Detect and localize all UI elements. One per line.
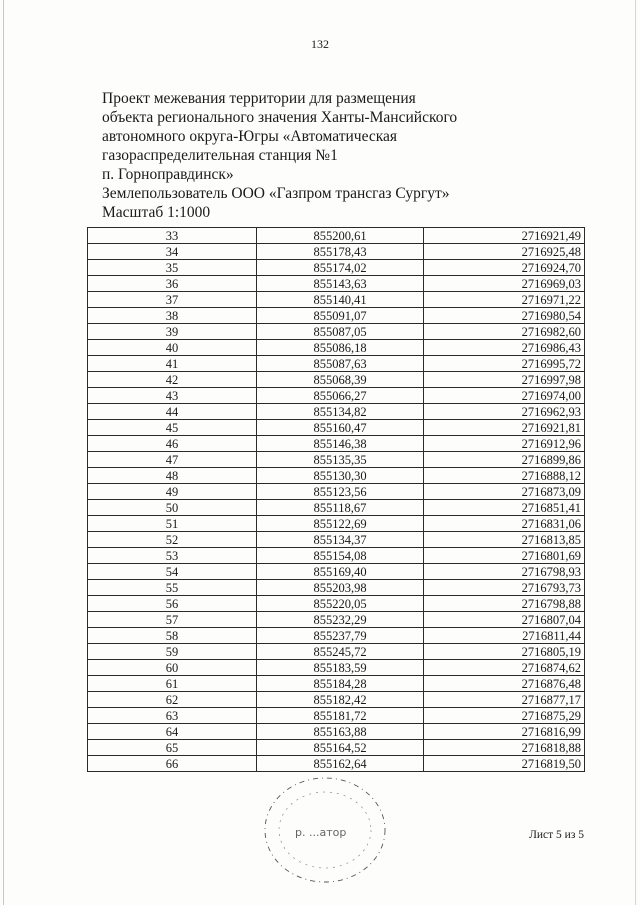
x-coordinate-cell: 855169,40 <box>257 564 424 580</box>
point-number-cell: 52 <box>88 532 257 548</box>
point-number-cell: 51 <box>88 516 257 532</box>
heading-line: п. Горноправдинск» <box>102 166 234 183</box>
point-number-cell: 55 <box>88 580 257 596</box>
table-row <box>88 324 585 340</box>
sheet-number: Лист 5 из 5 <box>529 829 584 841</box>
y-coordinate-cell: 2716873,09 <box>424 484 585 500</box>
table-row <box>88 692 585 708</box>
y-coordinate-cell: 2716813,85 <box>424 532 585 548</box>
x-coordinate-cell: 855091,07 <box>257 308 424 324</box>
point-number-cell: 66 <box>88 756 257 772</box>
y-coordinate-cell: 2716925,48 <box>424 244 585 260</box>
point-number-cell: 63 <box>88 708 257 724</box>
y-coordinate-cell: 2716851,41 <box>424 500 585 516</box>
y-coordinate-cell: 2716874,62 <box>424 660 585 676</box>
table-row <box>88 228 585 244</box>
y-coordinate-cell: 2716798,93 <box>424 564 585 580</box>
y-coordinate-cell: 2716921,81 <box>424 420 585 436</box>
y-coordinate-cell: 2716921,49 <box>424 228 585 244</box>
y-coordinate-cell: 2716807,04 <box>424 612 585 628</box>
point-number-cell: 65 <box>88 740 257 756</box>
x-coordinate-cell: 855066,27 <box>257 388 424 404</box>
point-number-cell: 60 <box>88 660 257 676</box>
x-coordinate-cell: 855122,69 <box>257 516 424 532</box>
x-coordinate-cell: 855184,28 <box>257 676 424 692</box>
point-number-cell: 45 <box>88 420 257 436</box>
point-number-cell: 61 <box>88 676 257 692</box>
table-row <box>88 468 585 484</box>
point-number-cell: 34 <box>88 244 257 260</box>
table-row <box>88 532 585 548</box>
point-number-cell: 57 <box>88 612 257 628</box>
y-coordinate-cell: 2716986,43 <box>424 340 585 356</box>
y-coordinate-cell: 2716793,73 <box>424 580 585 596</box>
x-coordinate-cell: 855183,59 <box>257 660 424 676</box>
table-row <box>88 340 585 356</box>
point-number-cell: 62 <box>88 692 257 708</box>
y-coordinate-cell: 2716819,50 <box>424 756 585 772</box>
y-coordinate-cell: 2716997,98 <box>424 372 585 388</box>
table-row <box>88 740 585 756</box>
y-coordinate-cell: 2716877,17 <box>424 692 585 708</box>
table-row <box>88 260 585 276</box>
point-number-cell: 37 <box>88 292 257 308</box>
point-number-cell: 64 <box>88 724 257 740</box>
y-coordinate-cell: 2716805,19 <box>424 644 585 660</box>
point-number-cell: 46 <box>88 436 257 452</box>
x-coordinate-cell: 855164,52 <box>257 740 424 756</box>
x-coordinate-cell: 855154,08 <box>257 548 424 564</box>
point-number-cell: 50 <box>88 500 257 516</box>
table-row <box>88 404 585 420</box>
point-number-cell: 35 <box>88 260 257 276</box>
x-coordinate-cell: 855220,05 <box>257 596 424 612</box>
table-row <box>88 708 585 724</box>
land-user-line: Землепользователь ООО «Газпром трансгаз Сургут» <box>102 185 450 202</box>
point-number-cell: 38 <box>88 308 257 324</box>
table-row <box>88 628 585 644</box>
table-row <box>88 356 585 372</box>
x-coordinate-cell: 855134,37 <box>257 532 424 548</box>
point-number-cell: 47 <box>88 452 257 468</box>
point-number-cell: 44 <box>88 404 257 420</box>
table-row <box>88 500 585 516</box>
table-row <box>88 388 585 404</box>
table-row <box>88 676 585 692</box>
x-coordinate-cell: 855086,18 <box>257 340 424 356</box>
x-coordinate-cell: 855203,98 <box>257 580 424 596</box>
point-number-cell: 36 <box>88 276 257 292</box>
y-coordinate-cell: 2716811,44 <box>424 628 585 644</box>
y-coordinate-cell: 2716971,22 <box>424 292 585 308</box>
point-number-cell: 59 <box>88 644 257 660</box>
y-coordinate-cell: 2716969,03 <box>424 276 585 292</box>
x-coordinate-cell: 855245,72 <box>257 644 424 660</box>
table-row <box>88 436 585 452</box>
page-number: 132 <box>311 37 329 51</box>
y-coordinate-cell: 2716995,72 <box>424 356 585 372</box>
table-row <box>88 420 585 436</box>
table-row <box>88 292 585 308</box>
stamp-seal <box>255 772 395 892</box>
table-row <box>88 452 585 468</box>
scale-line: Масштаб 1:1000 <box>102 204 211 221</box>
x-coordinate-cell: 855237,79 <box>257 628 424 644</box>
point-number-cell: 42 <box>88 372 257 388</box>
y-coordinate-cell: 2716974,00 <box>424 388 585 404</box>
y-coordinate-cell: 2716818,88 <box>424 740 585 756</box>
x-coordinate-cell: 855232,29 <box>257 612 424 628</box>
x-coordinate-cell: 855181,72 <box>257 708 424 724</box>
y-coordinate-cell: 2716899,86 <box>424 452 585 468</box>
x-coordinate-cell: 855182,42 <box>257 692 424 708</box>
y-coordinate-cell: 2716962,93 <box>424 404 585 420</box>
table-row <box>88 308 585 324</box>
point-number-cell: 49 <box>88 484 257 500</box>
point-number-cell: 58 <box>88 628 257 644</box>
x-coordinate-cell: 855068,39 <box>257 372 424 388</box>
x-coordinate-cell: 855146,38 <box>257 436 424 452</box>
table-row <box>88 724 585 740</box>
x-coordinate-cell: 855200,61 <box>257 228 424 244</box>
y-coordinate-cell: 2716816,99 <box>424 724 585 740</box>
y-coordinate-cell: 2716831,06 <box>424 516 585 532</box>
y-coordinate-cell: 2716888,12 <box>424 468 585 484</box>
y-coordinate-cell: 2716876,48 <box>424 676 585 692</box>
coordinates-table <box>87 227 585 772</box>
point-number-cell: 43 <box>88 388 257 404</box>
y-coordinate-cell: 2716980,54 <box>424 308 585 324</box>
point-number-cell: 39 <box>88 324 257 340</box>
table-row <box>88 548 585 564</box>
x-coordinate-cell: 855143,63 <box>257 276 424 292</box>
table-row <box>88 660 585 676</box>
y-coordinate-cell: 2716912,96 <box>424 436 585 452</box>
table-row <box>88 612 585 628</box>
heading-line: автономного округа-Югры «Автоматическая <box>102 128 398 145</box>
y-coordinate-cell: 2716798,88 <box>424 596 585 612</box>
point-number-cell: 40 <box>88 340 257 356</box>
table-row <box>88 580 585 596</box>
x-coordinate-cell: 855163,88 <box>257 724 424 740</box>
stamp-text: р. ...атор <box>295 826 347 839</box>
document-heading <box>102 89 542 222</box>
x-coordinate-cell: 855123,56 <box>257 484 424 500</box>
x-coordinate-cell: 855130,30 <box>257 468 424 484</box>
heading-line: газораспределительная станция №1 <box>102 147 338 164</box>
point-number-cell: 48 <box>88 468 257 484</box>
x-coordinate-cell: 855160,47 <box>257 420 424 436</box>
x-coordinate-cell: 855118,67 <box>257 500 424 516</box>
table-row <box>88 756 585 772</box>
point-number-cell: 54 <box>88 564 257 580</box>
y-coordinate-cell: 2716875,29 <box>424 708 585 724</box>
point-number-cell: 41 <box>88 356 257 372</box>
x-coordinate-cell: 855140,41 <box>257 292 424 308</box>
x-coordinate-cell: 855162,64 <box>257 756 424 772</box>
point-number-cell: 53 <box>88 548 257 564</box>
x-coordinate-cell: 855178,43 <box>257 244 424 260</box>
x-coordinate-cell: 855087,05 <box>257 324 424 340</box>
table-row <box>88 564 585 580</box>
y-coordinate-cell: 2716924,70 <box>424 260 585 276</box>
table-row <box>88 644 585 660</box>
table-row <box>88 484 585 500</box>
scan-edge-right <box>635 0 636 905</box>
point-number-cell: 33 <box>88 228 257 244</box>
table-row <box>88 596 585 612</box>
heading-line: объекта регионального значения Ханты-Мансийского <box>102 109 458 126</box>
x-coordinate-cell: 855174,02 <box>257 260 424 276</box>
table-row <box>88 244 585 260</box>
y-coordinate-cell: 2716982,60 <box>424 324 585 340</box>
scan-edge-left <box>3 0 4 905</box>
point-number-cell: 56 <box>88 596 257 612</box>
table-row <box>88 276 585 292</box>
coordinates-table-body <box>88 228 585 772</box>
table-row <box>88 516 585 532</box>
x-coordinate-cell: 855135,35 <box>257 452 424 468</box>
x-coordinate-cell: 855087,63 <box>257 356 424 372</box>
x-coordinate-cell: 855134,82 <box>257 404 424 420</box>
heading-line: Проект межевания территории для размещения <box>102 90 416 107</box>
table-row <box>88 372 585 388</box>
y-coordinate-cell: 2716801,69 <box>424 548 585 564</box>
